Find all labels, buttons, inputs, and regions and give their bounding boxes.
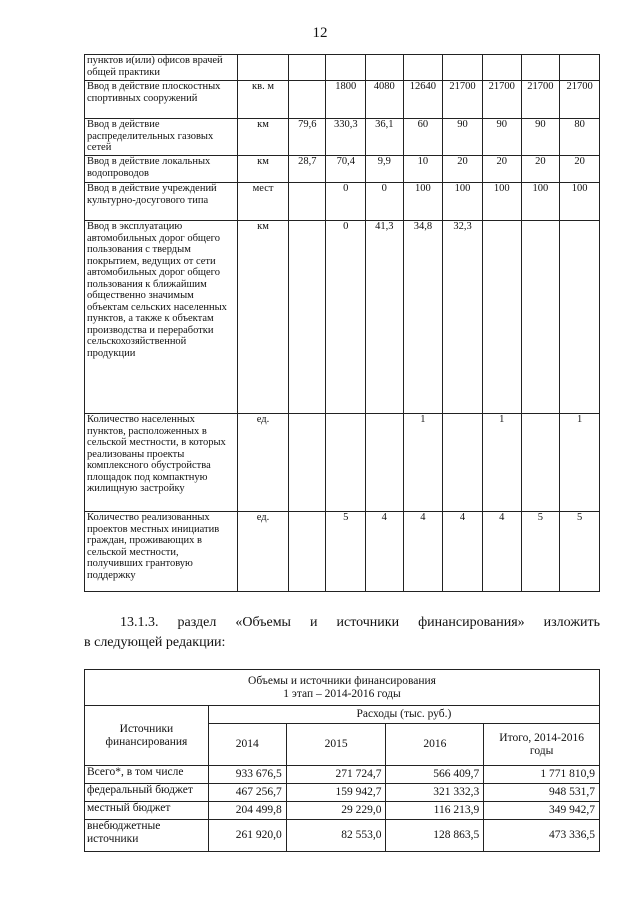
finance-amount: 948 531,7 [484, 784, 600, 802]
finance-amount: 116 213,9 [386, 802, 484, 820]
year-header: 2016 [386, 724, 484, 766]
table-row [85, 183, 600, 221]
finance-amount: 271 724,7 [286, 766, 386, 784]
indicator-value [366, 55, 404, 81]
indicator-value: 36,1 [366, 119, 404, 156]
finance-amount: 29 229,0 [286, 802, 386, 820]
indicator-label: Ввод в эксплуатацию автомобильных дорог общего пользования с твердым покрытием, ведущих от сети автомобильных дорог общего пользования к ближайшим общественно значимым объектам сельских населенных пунктов, а также к объектам производства и переработки сельскохозяйственной продукции [85, 221, 238, 414]
indicator-value [326, 414, 366, 512]
indicator-value: 9,9 [366, 156, 404, 183]
indicator-value: 5 [326, 512, 366, 592]
indicator-value: 0 [326, 221, 366, 414]
indicator-value: 4 [482, 512, 521, 592]
indicator-value: 330,3 [326, 119, 366, 156]
indicator-value [289, 55, 326, 81]
indicator-value: 79,6 [289, 119, 326, 156]
year-header: 2014 [208, 724, 286, 766]
indicator-value [366, 414, 404, 512]
finance-amount: 261 920,0 [208, 820, 286, 852]
table-row [85, 119, 600, 156]
indicator-unit: ед. [238, 512, 289, 592]
finance-amount: 159 942,7 [286, 784, 386, 802]
indicator-value [289, 183, 326, 221]
indicator-label: Ввод в действие плоскостных спортивных сооружений [85, 81, 238, 119]
indicator-value [482, 221, 521, 414]
indicator-value: 5 [521, 512, 560, 592]
indicator-value: 1800 [326, 81, 366, 119]
finance-amount: 204 499,8 [208, 802, 286, 820]
indicator-unit [238, 55, 289, 81]
table-row [85, 802, 600, 820]
finance-table [84, 669, 600, 852]
indicator-value: 4 [443, 512, 483, 592]
finance-source-label: внебюджетные источники [85, 820, 209, 852]
table-row [85, 81, 600, 119]
indicator-value [289, 414, 326, 512]
indicator-value: 0 [326, 183, 366, 221]
table-row [85, 784, 600, 802]
indicator-value: 90 [443, 119, 483, 156]
indicator-value: 21700 [560, 81, 600, 119]
indicator-label: пунктов и(или) офисов врачей общей практики [85, 55, 238, 81]
table-row [85, 55, 600, 81]
indicator-value: 80 [560, 119, 600, 156]
indicator-value: 5 [560, 512, 600, 592]
paragraph-continuation: в следующей редакции: [84, 635, 226, 650]
indicator-value: 100 [560, 183, 600, 221]
finance-title-cell [85, 670, 600, 706]
indicator-value [560, 221, 600, 414]
sources-header: Источники финансирования [85, 706, 209, 766]
finance-source-label: федеральный бюджет [85, 784, 209, 802]
indicator-value: 100 [403, 183, 443, 221]
year-header: 2015 [286, 724, 386, 766]
indicator-unit: км [238, 119, 289, 156]
indicator-value: 41,3 [366, 221, 404, 414]
finance-amount: 473 336,5 [484, 820, 600, 852]
expenses-header: Расходы (тыс. руб.) [208, 706, 599, 724]
indicator-value: 90 [482, 119, 521, 156]
indicator-value: 0 [366, 183, 404, 221]
indicator-value: 60 [403, 119, 443, 156]
indicator-value [521, 55, 560, 81]
indicator-unit: кв. м [238, 81, 289, 119]
indicator-value [289, 221, 326, 414]
indicator-unit: мест [238, 183, 289, 221]
indicator-value [289, 512, 326, 592]
indicator-value: 4 [403, 512, 443, 592]
indicator-label: Ввод в действие распределительных газовых сетей [85, 119, 238, 156]
table-row [85, 820, 600, 852]
indicator-label: Количество реализованных проектов местных инициатив граждан, проживающих в сельской местности, получивших грантовую поддержку [85, 512, 238, 592]
indicator-value: 1 [403, 414, 443, 512]
indicator-value: 34,8 [403, 221, 443, 414]
indicator-value: 4 [366, 512, 404, 592]
indicator-value: 100 [521, 183, 560, 221]
finance-amount: 467 256,7 [208, 784, 286, 802]
indicator-value: 20 [521, 156, 560, 183]
indicator-value [443, 55, 483, 81]
indicator-value: 32,3 [443, 221, 483, 414]
paragraph-13-1-3: 13.1.3. раздел «Объемы и источники финансирования» изложить [120, 615, 600, 630]
finance-source-label: местный бюджет [85, 802, 209, 820]
page-number: 12 [312, 25, 328, 41]
indicator-value [326, 55, 366, 81]
indicator-value: 1 [560, 414, 600, 512]
finance-amount: 1 771 810,9 [484, 766, 600, 784]
indicators-table [84, 54, 600, 592]
indicator-value [482, 55, 521, 81]
indicator-value: 12640 [403, 81, 443, 119]
indicator-value [403, 55, 443, 81]
indicator-value: 21700 [443, 81, 483, 119]
indicator-value: 20 [443, 156, 483, 183]
indicator-value: 100 [482, 183, 521, 221]
finance-subtitle: 1 этап – 2014-2016 годы [283, 687, 401, 700]
indicator-value [560, 55, 600, 81]
indicator-value: 20 [560, 156, 600, 183]
finance-amount: 128 863,5 [386, 820, 484, 852]
total-header: Итого, 2014-2016 годы [484, 724, 600, 766]
finance-amount: 933 676,5 [208, 766, 286, 784]
finance-source-label: Всего*, в том числе [85, 766, 209, 784]
table-row [85, 414, 600, 512]
finance-amount: 82 553,0 [286, 820, 386, 852]
indicator-value: 100 [443, 183, 483, 221]
indicator-value: 20 [482, 156, 521, 183]
indicator-unit: км [238, 221, 289, 414]
indicator-value [521, 221, 560, 414]
indicator-unit: ед. [238, 414, 289, 512]
table-row [85, 512, 600, 592]
finance-amount: 566 409,7 [386, 766, 484, 784]
indicator-label: Ввод в действие учреждений культурно-досугового типа [85, 183, 238, 221]
indicator-label: Ввод в действие локальных водопроводов [85, 156, 238, 183]
table-row [85, 766, 600, 784]
indicator-value: 1 [482, 414, 521, 512]
finance-amount: 349 942,7 [484, 802, 600, 820]
indicator-value: 28,7 [289, 156, 326, 183]
indicator-label: Количество населенных пунктов, расположенных в сельской местности, в которых реализованы проекты комплексного обустройства площадок под компактную жилищную застройку [85, 414, 238, 512]
indicator-value: 21700 [482, 81, 521, 119]
indicator-unit: км [238, 156, 289, 183]
indicator-value: 21700 [521, 81, 560, 119]
indicator-value: 70,4 [326, 156, 366, 183]
indicator-value: 90 [521, 119, 560, 156]
finance-title: Объемы и источники финансирования [248, 674, 436, 687]
finance-amount: 321 332,3 [386, 784, 484, 802]
indicator-value: 10 [403, 156, 443, 183]
indicator-value [521, 414, 560, 512]
indicator-value: 4080 [366, 81, 404, 119]
table-row [85, 221, 600, 414]
indicator-value [443, 414, 483, 512]
table-row [85, 156, 600, 183]
indicator-value [289, 81, 326, 119]
